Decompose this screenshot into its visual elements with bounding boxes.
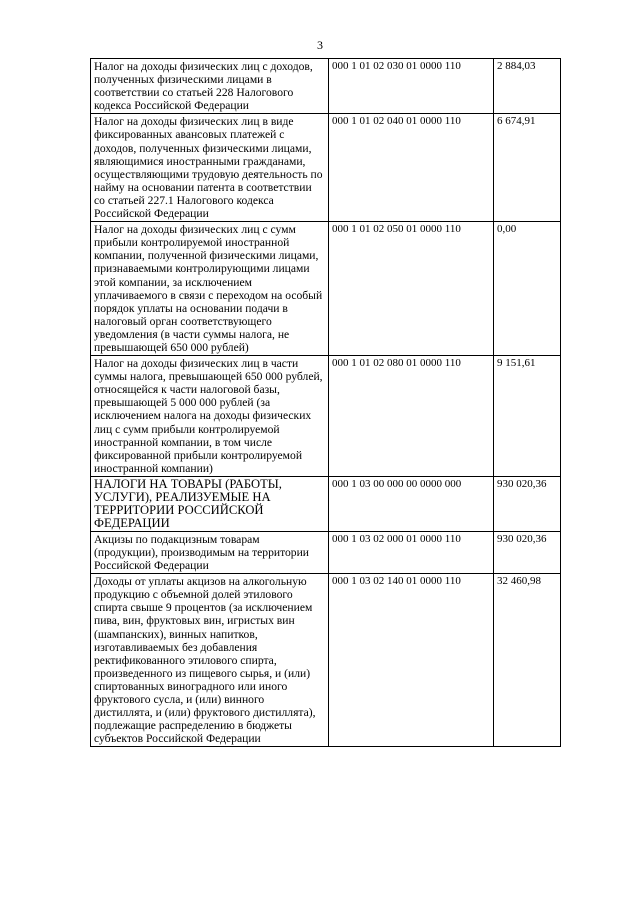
table-row bbox=[91, 59, 561, 114]
table-row bbox=[91, 114, 561, 222]
amount-cell: 6 674,91 bbox=[494, 114, 561, 222]
income-name-cell: Доходы от уплаты акцизов на алкогольную продукцию с объемной долей этилового спирта свыше 9 процентов (за исключением пива, вин, фруктовых вин, игристых вин (шампанских), винных напитков, изготавливаемых без добавления ректификованного этилового спирта, произведенного из пищевого сырья, и (или) спиртованных виноградного или иного фруктового сусла, и (или) винного дистиллята, и (или) фруктового дистиллята), подлежащие распределению в бюджеты субъектов Российской Федерации bbox=[91, 574, 329, 747]
income-name-cell: Налог на доходы физических лиц с сумм прибыли контролируемой иностранной компании, полученной физическими лицами, признаваемыми контролирующими лицами этой компании, за исключением уплачиваемого в связи с переходом на особый порядок уплаты на основании подачи в налоговый орган соответствующего уведомления (в части суммы налога, не превышающей 650 000 рублей) bbox=[91, 222, 329, 356]
budget-code-cell: 000 1 01 02 050 01 0000 110 bbox=[329, 222, 494, 356]
income-name-cell: Акцизы по подакцизным товарам (продукции), производимым на территории Российской Федерации bbox=[91, 531, 329, 573]
table-row bbox=[91, 531, 561, 573]
budget-code-cell: 000 1 01 02 080 01 0000 110 bbox=[329, 356, 494, 477]
budget-code-cell: 000 1 03 00 000 00 0000 000 bbox=[329, 476, 494, 531]
amount-cell: 930 020,36 bbox=[494, 476, 561, 531]
budget-code-cell: 000 1 03 02 000 01 0000 110 bbox=[329, 531, 494, 573]
amount-cell: 2 884,03 bbox=[494, 59, 561, 114]
income-name-cell: Налог на доходы физических лиц в виде фиксированных авансовых платежей с доходов, полученных физическими лицами, являющимися иностранными гражданами, осуществляющими трудовую деятельность по найму на основании патента в соответствии со статьей 227.1 Налогового кодекса Российской Федерации bbox=[91, 114, 329, 222]
amount-cell: 0,00 bbox=[494, 222, 561, 356]
revenue-table bbox=[90, 58, 561, 747]
amount-cell: 32 460,98 bbox=[494, 574, 561, 747]
amount-cell: 930 020,36 bbox=[494, 531, 561, 573]
budget-code-cell: 000 1 01 02 040 01 0000 110 bbox=[329, 114, 494, 222]
section-name-cell: НАЛОГИ НА ТОВАРЫ (РАБОТЫ, УСЛУГИ), РЕАЛИЗУЕМЫЕ НА ТЕРРИТОРИИ РОССИЙСКОЙ ФЕДЕРАЦИИ bbox=[91, 476, 329, 531]
table-row bbox=[91, 222, 561, 356]
page-number: 3 bbox=[317, 38, 323, 52]
table-row bbox=[91, 574, 561, 747]
income-name-cell: Налог на доходы физических лиц с доходов, полученных физическими лицами в соответствии со статьей 228 Налогового кодекса Российской Федерации bbox=[91, 59, 329, 114]
budget-code-cell: 000 1 03 02 140 01 0000 110 bbox=[329, 574, 494, 747]
amount-cell: 9 151,61 bbox=[494, 356, 561, 477]
table-section-row bbox=[91, 476, 561, 531]
budget-code-cell: 000 1 01 02 030 01 0000 110 bbox=[329, 59, 494, 114]
table-row bbox=[91, 356, 561, 477]
income-name-cell: Налог на доходы физических лиц в части суммы налога, превышающей 650 000 рублей, относящейся к части налоговой базы, превышающей 5 000 000 рублей (за исключением налога на доходы физических лиц с сумм прибыли контролируемой иностранной компании, в том числе фиксированной прибыли контролируемой иностранной компании) bbox=[91, 356, 329, 477]
